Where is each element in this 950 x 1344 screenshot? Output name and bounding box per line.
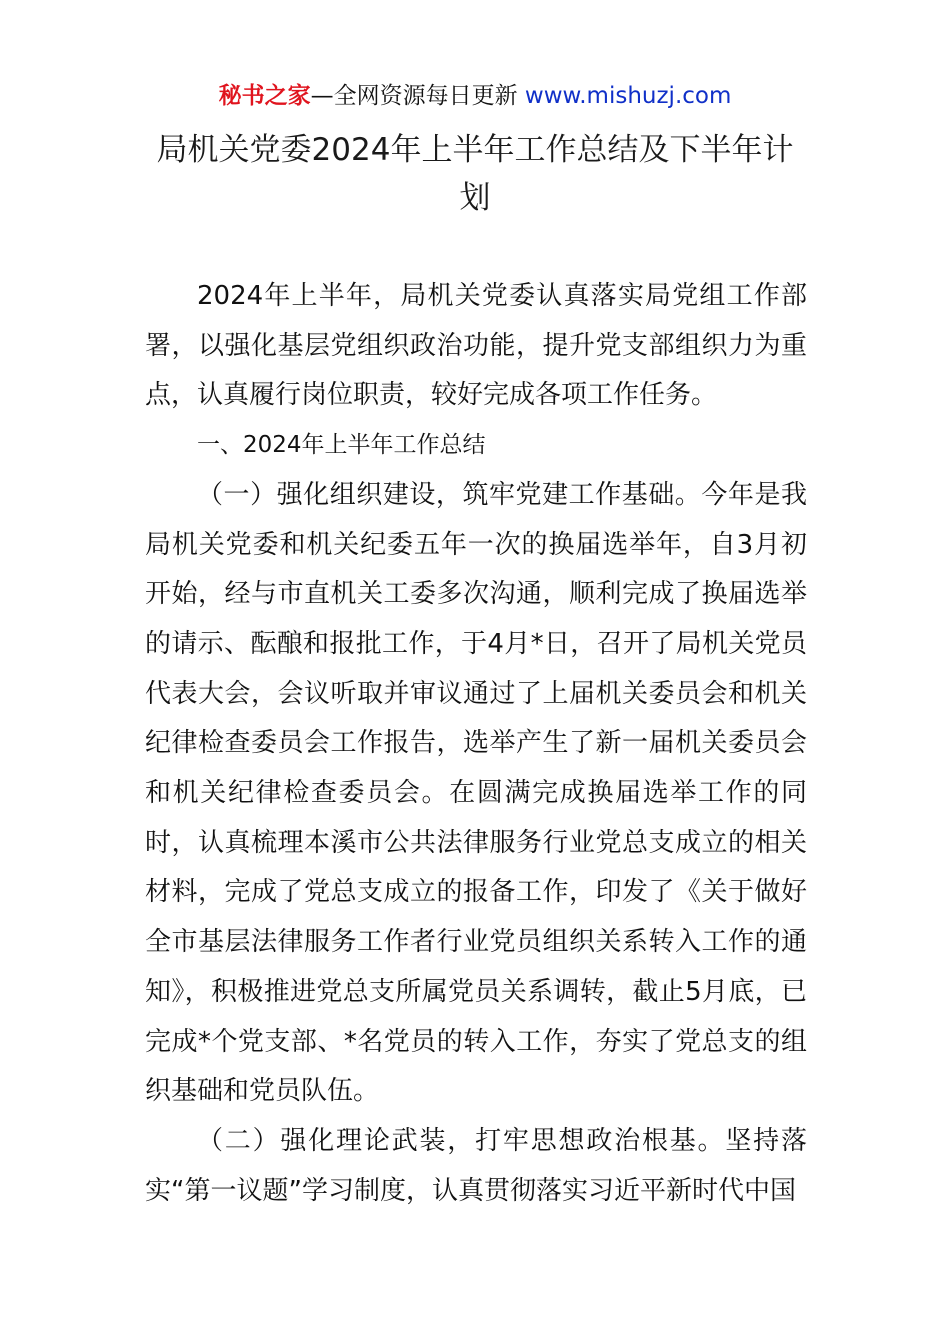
banner-tagline: —全网资源每日更新 (310, 83, 525, 109)
body-paragraph: （一）强化组织建设，筑牢党建工作基础。今年是我局机关党委和机关纪委五年一次的换届选举年，自3月初开始，经与市直机关工委多次沟通，顺利完成了换届选举的请示、酝酿和报批工作，于4月*日，召开了局机关党员代表大会，会议听取并审议通过了上届机关委员会和机关纪律检查委员会工作报告，选举产生了新一届机关委员会和机关纪律检查委员会。在圆满完成换届选举工作的同时，认真梳理本溪市公共法律服务行业党总支成立的相关材料，完成了党总支成立的报备工作，印发了《关于做好全市基层法律服务工作者行业党员组织关系转入工作的通知》，积极推进党总支所属党员关系调转，截止5月底，已完成*个党支部、*名党员的转入工作，夯实了党总支的组织基础和党员队伍。 (145, 479, 807, 1107)
site-banner (0, 80, 950, 112)
banner-url-link[interactable]: www.mishuzj.com (524, 83, 732, 109)
body-paragraph: （二）强化理论武装，打牢思想政治根基。坚持落实“第一议题”学习制度，认真贯彻落实习近平新时代中国 (145, 1125, 807, 1206)
document-body (145, 272, 807, 1216)
intro-paragraph: 2024年上半年，局机关党委认真落实局党组工作部署，以强化基层党组织政治功能，提升党支部组织力为重点，认真履行岗位职责，较好完成各项工作任务。 (145, 281, 807, 411)
section-heading: 一、2024年上半年工作总结 (197, 432, 486, 459)
document-title: 局机关党委2024年上半年工作总结及下半年计划 (156, 132, 794, 216)
banner-brand: 秘书之家 (218, 83, 311, 109)
